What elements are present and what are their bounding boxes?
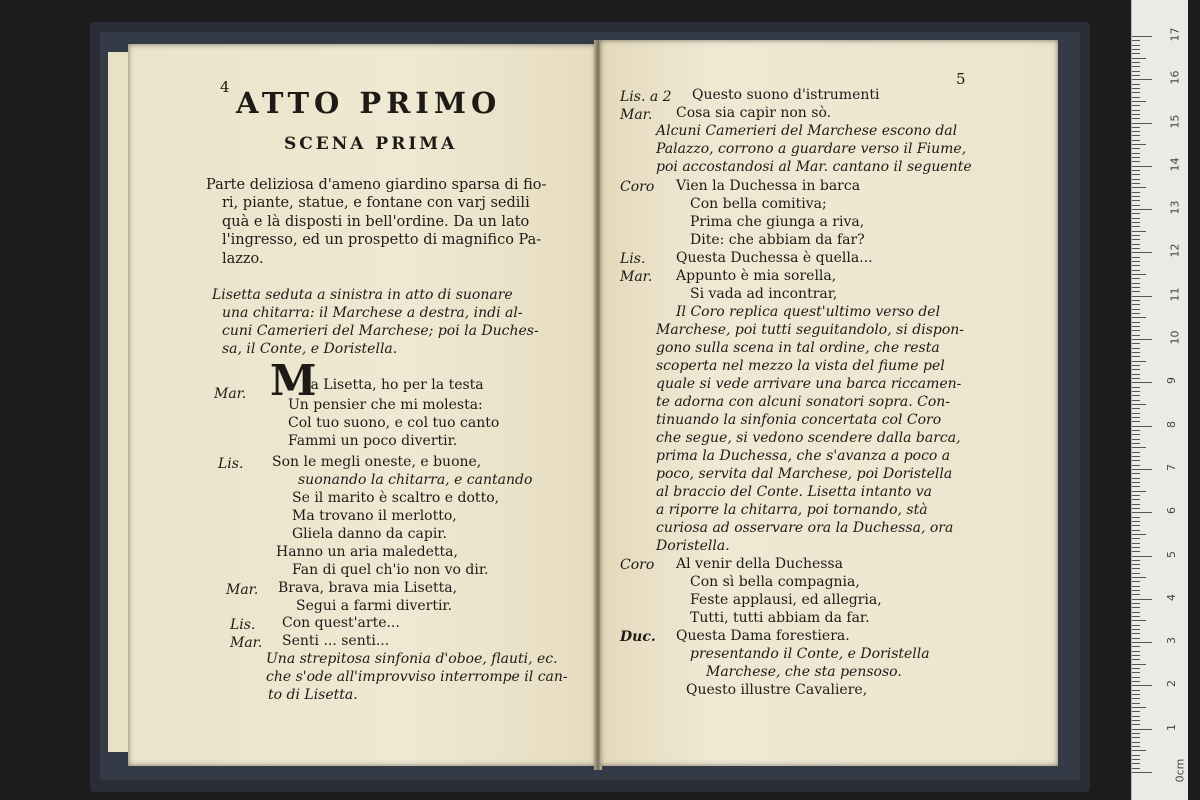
verse-line: Vien la Duchessa in barca	[676, 178, 861, 194]
ruler-minor-tick	[1132, 413, 1140, 414]
ruler-label: 13	[1168, 200, 1182, 215]
ruler-minor-tick	[1132, 616, 1140, 617]
ruler-minor-tick	[1132, 430, 1140, 431]
ruler-minor-tick	[1132, 114, 1140, 115]
ruler-minor-tick	[1132, 547, 1140, 548]
ruler-label: 16	[1168, 70, 1182, 85]
ruler-minor-tick	[1132, 560, 1140, 561]
ruler-minor-tick	[1132, 127, 1140, 128]
verse-line: Appunto è mia sorella,	[676, 268, 837, 284]
drop-cap: M	[270, 356, 317, 405]
speaker-label: Coro	[620, 179, 655, 195]
ruler-minor-tick	[1132, 590, 1140, 591]
ruler-minor-tick	[1132, 530, 1140, 531]
ruler-minor-tick	[1132, 473, 1140, 474]
ruler-minor-tick	[1132, 161, 1140, 162]
ruler-minor-tick	[1132, 105, 1140, 106]
ruler-minor-tick	[1132, 763, 1140, 764]
description-line: l'ingresso, ed un prospetto di magnifico Pa-	[222, 232, 542, 248]
speaker-label: Lis.	[230, 617, 256, 633]
ruler-minor-tick	[1132, 400, 1140, 401]
verse-direction: che s'ode all'improvviso interrompe il can-	[266, 669, 568, 685]
ruler-minor-tick	[1132, 157, 1140, 158]
verse-direction: quale si vede arrivare una barca riccamen-	[656, 376, 962, 392]
ruler-minor-tick	[1132, 287, 1140, 288]
ruler-minor-tick	[1132, 417, 1140, 418]
ruler-minor-tick	[1132, 434, 1140, 435]
ruler-minor-tick	[1132, 720, 1140, 721]
ruler-minor-tick	[1132, 538, 1140, 539]
ruler-minor-tick	[1132, 66, 1140, 67]
ruler-minor-tick	[1132, 408, 1140, 409]
ruler-minor-tick	[1132, 40, 1140, 41]
ruler-minor-tick	[1132, 49, 1140, 50]
ruler-minor-tick	[1132, 659, 1140, 660]
ruler-minor-tick	[1132, 716, 1140, 717]
verse-direction: prima la Duchessa, che s'avanza a poco a	[656, 448, 951, 464]
ruler-minor-tick	[1132, 248, 1140, 249]
ruler-minor-tick	[1132, 226, 1140, 227]
ruler-minor-tick	[1132, 508, 1140, 509]
ruler-minor-tick	[1132, 478, 1140, 479]
direction-line: una chitarra: il Marchese a destra, indi al-	[222, 305, 523, 321]
ruler-minor-tick	[1132, 612, 1140, 613]
ruler-minor-tick	[1132, 573, 1140, 574]
right-page-number: 5	[956, 70, 966, 88]
ruler-minor-tick	[1132, 300, 1140, 301]
ruler-minor-tick	[1132, 568, 1140, 569]
ruler-minor-tick	[1132, 551, 1140, 552]
ruler-minor-tick	[1132, 53, 1140, 54]
scene-title: SCENA PRIMA	[284, 134, 458, 154]
ruler-minor-tick	[1132, 698, 1140, 699]
ruler-minor-tick	[1132, 140, 1140, 141]
ruler-minor-tick	[1132, 620, 1146, 621]
ruler-label: 11	[1168, 287, 1182, 302]
ruler-minor-tick	[1132, 309, 1140, 310]
ruler-major-tick	[1132, 123, 1152, 124]
verse-line: Fan di quel ch'io non vo dir.	[292, 562, 489, 578]
direction-line: Lisetta seduta a sinistra in atto di suonare	[212, 287, 513, 303]
left-page-number: 4	[220, 78, 230, 96]
ruler-minor-tick	[1132, 594, 1140, 595]
verse-line: Questa Duchessa è quella...	[676, 250, 873, 266]
measuring-ruler	[1131, 0, 1188, 800]
ruler-minor-tick	[1132, 694, 1140, 695]
verse-direction: che segue, si vedono scendere dalla barca,	[656, 430, 961, 446]
verse-line: Questo suono d'istrumenti	[692, 87, 880, 103]
ruler-minor-tick	[1132, 421, 1140, 422]
ruler-major-tick	[1132, 469, 1152, 470]
ruler-minor-tick	[1132, 131, 1140, 132]
ruler-minor-tick	[1132, 97, 1140, 98]
ruler-minor-tick	[1132, 577, 1146, 578]
ruler-minor-tick	[1132, 244, 1140, 245]
ruler-minor-tick	[1132, 45, 1140, 46]
ruler-minor-tick	[1132, 742, 1140, 743]
ruler-minor-tick	[1132, 148, 1140, 149]
ruler-major-tick	[1132, 339, 1152, 340]
ruler-minor-tick	[1132, 239, 1140, 240]
ruler-minor-tick	[1132, 291, 1140, 292]
verse-direction: Marchese, poi tutti seguitandolo, si dispon-	[656, 322, 965, 338]
ruler-minor-tick	[1132, 174, 1140, 175]
ruler-major-tick	[1132, 296, 1152, 297]
ruler-minor-tick	[1132, 586, 1140, 587]
verse-line: Prima che giunga a riva,	[690, 214, 865, 230]
verse-direction: poi accostandosi al Mar. cantano il seguente	[656, 159, 972, 175]
ruler-major-tick	[1132, 642, 1152, 643]
ruler-label: 3	[1165, 637, 1178, 645]
ruler-minor-tick	[1132, 187, 1146, 188]
ruler-minor-tick	[1132, 755, 1140, 756]
ruler-minor-tick	[1132, 443, 1140, 444]
ruler-minor-tick	[1132, 118, 1140, 119]
ruler-minor-tick	[1132, 135, 1140, 136]
ruler-minor-tick	[1132, 304, 1140, 305]
ruler-minor-tick	[1132, 452, 1140, 453]
ruler-minor-tick	[1132, 330, 1140, 331]
ruler-minor-tick	[1132, 521, 1140, 522]
verse-line: Dite: che abbiam da far?	[690, 232, 865, 248]
verse-direction: te adorna con alcuni sonatori sopra. Con-	[656, 394, 951, 410]
verse-direction: Il Coro replica quest'ultimo verso del	[676, 304, 941, 320]
ruler-minor-tick	[1132, 365, 1140, 366]
verse-direction: Doristella.	[656, 538, 730, 554]
ruler-minor-tick	[1132, 768, 1140, 769]
speaker-label: Mar.	[620, 269, 653, 285]
ruler-minor-tick	[1132, 664, 1146, 665]
verse-line: Con bella comitiva;	[690, 196, 827, 212]
verse-direction: a riporre la chitarra, poi tornando, stà	[656, 502, 928, 518]
ruler-major-tick	[1132, 512, 1152, 513]
ruler-minor-tick	[1132, 737, 1140, 738]
verse-line: Se il marito è scaltro e dotto,	[292, 490, 500, 506]
ruler-major-tick	[1132, 79, 1152, 80]
ruler-minor-tick	[1132, 58, 1146, 59]
ruler-label: 7	[1165, 463, 1178, 471]
ruler-minor-tick	[1132, 200, 1140, 201]
ruler-minor-tick	[1132, 265, 1140, 266]
ruler-minor-tick	[1132, 564, 1140, 565]
ruler-minor-tick	[1132, 603, 1140, 604]
ruler-minor-tick	[1132, 625, 1140, 626]
ruler-major-tick	[1132, 685, 1152, 686]
speaker-label: Mar.	[214, 386, 247, 402]
act-title: ATTO PRIMO	[236, 86, 502, 120]
verse-direction: curiosa ad osservare ora la Duchessa, ora	[656, 520, 954, 536]
verse-direction: scoperta nel mezzo la vista del fiume pel	[656, 358, 945, 374]
ruler-minor-tick	[1132, 235, 1140, 236]
verse-direction: Una strepitosa sinfonia d'oboe, flauti, ec.	[266, 651, 558, 667]
verse-line: Feste applausi, ed allegria,	[690, 592, 882, 608]
ruler-minor-tick	[1132, 352, 1140, 353]
verse-line: Ma trovano il merlotto,	[292, 508, 457, 524]
verse-direction: gono sulla scena in tal ordine, che resta	[656, 340, 940, 356]
ruler-minor-tick	[1132, 205, 1140, 206]
ruler-major-tick	[1132, 556, 1152, 557]
ruler-minor-tick	[1132, 71, 1140, 72]
verse-line: Son le megli oneste, e buone,	[272, 454, 482, 470]
ruler-label: 1	[1165, 723, 1178, 731]
ruler-minor-tick	[1132, 629, 1140, 630]
verse-line: ia Lisetta, ho per la testa	[306, 377, 484, 393]
verse-line: Gliela danno da capir.	[292, 526, 447, 542]
verse-line: Con quest'arte...	[282, 615, 400, 631]
verse-line: Tutti, tutti abbiam da far.	[690, 610, 870, 626]
verse-line: Segui a farmi divertir.	[296, 598, 453, 614]
speaker-label: Mar.	[226, 582, 259, 598]
ruler-minor-tick	[1132, 88, 1140, 89]
ruler-minor-tick	[1132, 690, 1140, 691]
speaker-label: Coro	[620, 557, 655, 573]
ruler-label: 10	[1168, 330, 1182, 345]
ruler-minor-tick	[1132, 335, 1140, 336]
ruler-major-tick	[1132, 166, 1152, 167]
ruler-minor-tick	[1132, 646, 1140, 647]
ruler-minor-tick	[1132, 465, 1140, 466]
ruler-minor-tick	[1132, 456, 1140, 457]
ruler-minor-tick	[1132, 75, 1140, 76]
ruler-minor-tick	[1132, 681, 1140, 682]
ruler-minor-tick	[1132, 703, 1140, 704]
ruler-minor-tick	[1132, 322, 1140, 323]
verse-direction: suonando la chitarra, e cantando	[298, 472, 533, 488]
ruler-label: 4	[1165, 593, 1178, 601]
ruler-minor-tick	[1132, 668, 1140, 669]
ruler-minor-tick	[1132, 222, 1140, 223]
ruler-minor-tick	[1132, 543, 1140, 544]
verse-line: Fammi un poco divertir.	[288, 433, 458, 449]
ruler-minor-tick	[1132, 525, 1140, 526]
direction-line: sa, il Conte, e Doristella.	[222, 341, 398, 357]
ruler-major-tick	[1132, 426, 1152, 427]
ruler-minor-tick	[1132, 84, 1140, 85]
ruler-minor-tick	[1132, 369, 1140, 370]
description-line: Parte deliziosa d'ameno giardino sparsa di fio-	[206, 177, 547, 193]
verse-direction: presentando il Conte, e Doristella	[690, 646, 930, 662]
ruler-label: 14	[1168, 157, 1182, 172]
ruler-minor-tick	[1132, 361, 1146, 362]
ruler-label: 0cm	[1173, 758, 1187, 783]
ruler-major-tick	[1132, 599, 1152, 600]
ruler-label: 15	[1168, 114, 1182, 128]
ruler-minor-tick	[1132, 633, 1140, 634]
speaker-label: Mar.	[230, 635, 263, 651]
ruler-major-tick	[1132, 209, 1152, 210]
ruler-minor-tick	[1132, 62, 1140, 63]
ruler-minor-tick	[1132, 491, 1146, 492]
ruler-minor-tick	[1132, 655, 1140, 656]
ruler-minor-tick	[1132, 534, 1146, 535]
verse-line: Col tuo suono, e col tuo canto	[288, 415, 500, 431]
ruler-minor-tick	[1132, 326, 1140, 327]
ruler-minor-tick	[1132, 672, 1140, 673]
ruler-minor-tick	[1132, 231, 1146, 232]
verse-direction: poco, servita dal Marchese, poi Doristella	[656, 466, 953, 482]
ruler-minor-tick	[1132, 495, 1140, 496]
speaker-label: Lis.	[218, 456, 244, 472]
ruler-minor-tick	[1132, 183, 1140, 184]
ruler-minor-tick	[1132, 101, 1146, 102]
ruler-label: 17	[1168, 27, 1182, 42]
ruler-minor-tick	[1132, 486, 1140, 487]
verse-direction: Palazzo, corrono a guardare verso il Fiume,	[656, 141, 967, 157]
verse-line: Senti ... senti...	[282, 633, 390, 649]
ruler-minor-tick	[1132, 651, 1140, 652]
ruler-minor-tick	[1132, 343, 1140, 344]
ruler-minor-tick	[1132, 257, 1140, 258]
ruler-minor-tick	[1132, 283, 1140, 284]
description-line: ri, piante, statue, e fontane con varj sedili	[222, 195, 530, 211]
ruler-minor-tick	[1132, 517, 1140, 518]
ruler-minor-tick	[1132, 711, 1140, 712]
ruler-minor-tick	[1132, 92, 1140, 93]
ruler-minor-tick	[1132, 746, 1140, 747]
verse-direction: Alcuni Camerieri del Marchese escono dal	[656, 123, 958, 139]
speaker-label: Lis. a 2	[620, 89, 672, 105]
ruler-minor-tick	[1132, 278, 1140, 279]
speaker-label: Duc.	[620, 629, 656, 645]
verse-line: Un pensier che mi molesta:	[288, 397, 483, 413]
verse-direction: al braccio del Conte. Lisetta intanto va	[656, 484, 932, 500]
ruler-minor-tick	[1132, 677, 1140, 678]
ruler-label: 5	[1165, 550, 1178, 558]
ruler-minor-tick	[1132, 348, 1140, 349]
ruler-major-tick	[1132, 252, 1152, 253]
ruler-minor-tick	[1132, 404, 1146, 405]
ruler-label: 9	[1165, 377, 1178, 385]
ruler-minor-tick	[1132, 750, 1146, 751]
ruler-label: 6	[1165, 507, 1178, 515]
ruler-major-tick	[1132, 382, 1152, 383]
ruler-major-tick	[1132, 729, 1152, 730]
ruler-label: 12	[1168, 243, 1182, 258]
verse-line: Questa Dama forestiera.	[676, 628, 850, 644]
ruler-minor-tick	[1132, 391, 1140, 392]
verse-direction: Marchese, che sta pensoso.	[706, 664, 902, 680]
verse-line: Con sì bella compagnia,	[690, 574, 860, 590]
ruler-minor-tick	[1132, 707, 1146, 708]
ruler-minor-tick	[1132, 218, 1140, 219]
ruler-minor-tick	[1132, 387, 1140, 388]
ruler-minor-tick	[1132, 153, 1140, 154]
ruler-minor-tick	[1132, 356, 1140, 357]
ruler-minor-tick	[1132, 192, 1140, 193]
description-line: quà e là disposti in bell'ordine. Da un lato	[222, 214, 530, 230]
ruler-minor-tick	[1132, 274, 1146, 275]
verse-line: Brava, brava mia Lisetta,	[278, 580, 458, 596]
verse-line: Hanno un aria maledetta,	[276, 544, 458, 560]
ruler-minor-tick	[1132, 504, 1140, 505]
ruler-minor-tick	[1132, 261, 1140, 262]
ruler-minor-tick	[1132, 110, 1140, 111]
verse-line: Questo illustre Cavaliere,	[686, 682, 868, 698]
ruler-minor-tick	[1132, 759, 1140, 760]
verse-line: Cosa sia capir non sò.	[676, 105, 832, 121]
ruler-minor-tick	[1132, 499, 1140, 500]
verse-line: Al venir della Duchessa	[676, 556, 843, 572]
ruler-minor-tick	[1132, 270, 1140, 271]
ruler-minor-tick	[1132, 447, 1146, 448]
ruler-label: 8	[1165, 420, 1178, 428]
ruler-minor-tick	[1132, 196, 1140, 197]
ruler-minor-tick	[1132, 482, 1140, 483]
verse-line: Si vada ad incontrar,	[690, 286, 838, 302]
verse-direction: tinuando la sinfonia concertata col Coro	[656, 412, 942, 428]
ruler-major-tick	[1132, 772, 1152, 773]
ruler-minor-tick	[1132, 733, 1140, 734]
ruler-minor-tick	[1132, 313, 1140, 314]
ruler-minor-tick	[1132, 213, 1140, 214]
ruler-minor-tick	[1132, 460, 1140, 461]
ruler-minor-tick	[1132, 607, 1140, 608]
ruler-minor-tick	[1132, 439, 1140, 440]
speaker-label: Mar.	[620, 107, 653, 123]
ruler-minor-tick	[1132, 317, 1146, 318]
ruler-minor-tick	[1132, 638, 1140, 639]
verse-direction: to di Lisetta.	[268, 687, 358, 703]
ruler-label: 2	[1165, 680, 1178, 688]
ruler-minor-tick	[1132, 724, 1140, 725]
ruler-major-tick	[1132, 36, 1152, 37]
ruler-minor-tick	[1132, 378, 1140, 379]
ruler-minor-tick	[1132, 374, 1140, 375]
description-line: lazzo.	[222, 251, 264, 267]
direction-line: cuni Camerieri del Marchese; poi la Duches-	[222, 323, 539, 339]
ruler-minor-tick	[1132, 395, 1140, 396]
ruler-minor-tick	[1132, 144, 1146, 145]
ruler-minor-tick	[1132, 179, 1140, 180]
ruler-minor-tick	[1132, 170, 1140, 171]
ruler-minor-tick	[1132, 581, 1140, 582]
speaker-label: Lis.	[620, 251, 646, 267]
